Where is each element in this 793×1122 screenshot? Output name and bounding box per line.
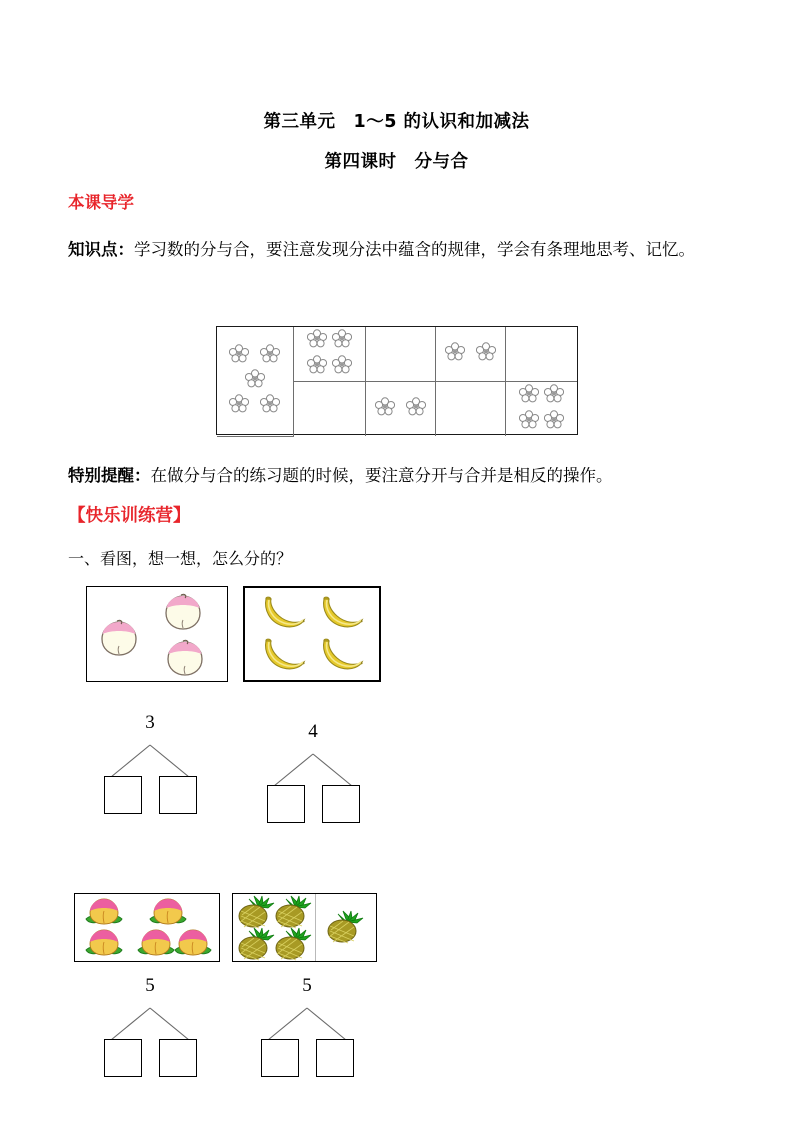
flower-group-5: [217, 344, 293, 418]
bond-total-value: 3: [145, 712, 155, 733]
flower-group-2: [366, 397, 435, 421]
number-bond-3: [75, 712, 225, 822]
number-bond-5-pineapples: [232, 975, 382, 1085]
bond-total-value: 4: [308, 721, 318, 742]
flower-icon: [476, 342, 496, 366]
flower-icon: [260, 394, 280, 418]
bond-part-box[interactable]: [267, 785, 305, 823]
number-bond-4: [238, 721, 388, 831]
flower-icon: [375, 397, 395, 421]
banana-icon: [257, 596, 307, 637]
flower-icon: [307, 355, 327, 379]
banana-icon: [315, 638, 365, 679]
flower-icon: [245, 369, 265, 393]
flower-icon: [519, 384, 539, 408]
table-cell-column5-top: [506, 327, 577, 382]
special-tip-text: 在做分与合的练习题的时候，要注意分开与合并是相反的操作。: [150, 466, 613, 485]
flower-row: [245, 369, 265, 393]
flower-icon: [544, 410, 564, 434]
table-cell-column3-bottom: [365, 382, 435, 437]
bond-part-box[interactable]: [104, 1039, 142, 1077]
peach-icon: [163, 593, 203, 636]
bond-part-boxes: [75, 1039, 225, 1077]
flower-group-4: [296, 327, 362, 381]
bond-part-box[interactable]: [316, 1039, 354, 1077]
peach-leaf-icon: [135, 928, 177, 965]
table-cell-column1: [217, 327, 293, 436]
bond-part-boxes: [232, 1039, 382, 1077]
table-cell-column5-bottom: [506, 382, 577, 437]
image-box-pineapples-5: [232, 893, 377, 962]
peach-icon: [165, 639, 205, 682]
question-1-prompt: 一、看图，想一想，怎么分的？: [68, 551, 293, 568]
image-box-bananas-4: [243, 586, 381, 682]
page-title-unit: 第三单元 1～5 的认识和加减法: [263, 112, 530, 132]
flower-icon: [445, 342, 465, 366]
group-divider-line: [315, 894, 316, 961]
table-cell-column3-top: [365, 327, 435, 382]
flower-group-2: [436, 342, 505, 366]
peach-icon: [99, 619, 139, 662]
flower-table-grid: [217, 327, 577, 437]
bond-part-box[interactable]: [159, 776, 197, 814]
section-heading-guide: 本课导学: [68, 193, 134, 212]
bond-part-boxes: [238, 785, 388, 823]
number-bond-5-peaches: [75, 975, 225, 1085]
flower-icon: [332, 329, 352, 353]
flower-row: [229, 344, 280, 368]
page-title-lesson: 第四课时 分与合: [324, 152, 469, 172]
banana-icon: [257, 638, 307, 679]
flower-icon: [406, 397, 426, 421]
flower-icon: [260, 344, 280, 368]
bond-part-boxes: [75, 776, 225, 814]
flower-group-4: [509, 382, 575, 436]
image-box-peaches-5: [74, 893, 220, 962]
pineapple-icon: [236, 927, 278, 966]
peach-leaf-icon: [83, 928, 125, 965]
flower-icon: [519, 410, 539, 434]
flower-row: [229, 394, 280, 418]
knowledge-point-paragraph: [68, 232, 728, 268]
table-cell-column2-bottom: [293, 382, 365, 437]
banana-icon: [315, 596, 365, 637]
special-tip-label: 特别提醒：: [68, 466, 151, 485]
bond-part-box[interactable]: [322, 785, 360, 823]
flower-icon: [307, 329, 327, 353]
knowledge-point-text: 学习数的分与合，要注意发现分法中蕴含的规律，学会有条理地思考、记忆。: [134, 240, 695, 259]
flower-icon: [544, 384, 564, 408]
bond-part-box[interactable]: [159, 1039, 197, 1077]
knowledge-point-label: 知识点：: [68, 240, 134, 259]
table-row: [217, 327, 577, 382]
table-cell-column4-bottom: [435, 382, 505, 437]
flower-icon: [229, 394, 249, 418]
table-cell-column4-top: [435, 327, 505, 382]
section-heading-training: 【快乐训练营】: [68, 506, 191, 526]
bond-total-value: 5: [145, 975, 155, 996]
flower-icon: [229, 344, 249, 368]
table-cell-column2-top: [293, 327, 365, 382]
bond-part-box[interactable]: [104, 776, 142, 814]
peach-leaf-icon: [172, 928, 214, 965]
image-box-peaches-3: [86, 586, 228, 682]
flower-decomposition-table: [216, 326, 578, 435]
flower-icon: [332, 355, 352, 379]
special-tip-paragraph: [68, 458, 758, 494]
bond-part-box[interactable]: [261, 1039, 299, 1077]
bond-total-value: 5: [302, 975, 312, 996]
pineapple-icon: [273, 927, 315, 966]
pineapple-icon: [325, 910, 367, 949]
